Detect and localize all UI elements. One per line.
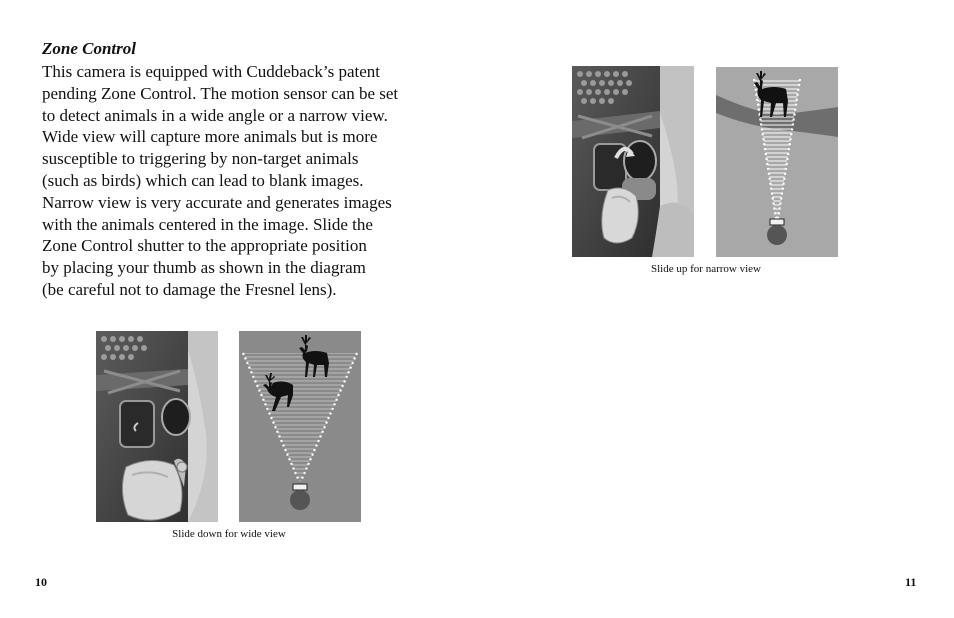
wide-view-diagram bbox=[239, 331, 361, 522]
body-line: pending Zone Control. The motion sensor can be set bbox=[42, 83, 399, 103]
body-line: (be careful not to damage the Fresnel lens). bbox=[42, 279, 337, 299]
body-line: (such as birds) which can lead to blank images. bbox=[42, 170, 364, 190]
body-line: susceptible to triggering by non-target animals bbox=[42, 149, 359, 169]
body-paragraph bbox=[42, 61, 462, 301]
body-line: to detect animals in a wide angle or a narrow view. bbox=[42, 105, 388, 125]
body-line: Narrow view is very accurate and generates images bbox=[42, 192, 392, 212]
narrow-view-caption: Slide up for narrow view bbox=[651, 263, 761, 275]
camera-shutter-down-photo bbox=[96, 331, 218, 522]
camera-shutter-up-photo bbox=[572, 66, 694, 257]
page-number-left: 10 bbox=[35, 575, 47, 589]
page-number-right: 11 bbox=[905, 575, 917, 589]
wide-view-caption: Slide down for wide view bbox=[172, 528, 286, 540]
body-line: by placing your thumb as shown in the diagram bbox=[42, 258, 366, 278]
body-line: Wide view will capture more animals but is more bbox=[42, 127, 378, 147]
body-line: with the animals centered in the image. Slide the bbox=[42, 214, 373, 234]
section-heading: Zone Control bbox=[42, 39, 136, 58]
body-line: Zone Control shutter to the appropriate position bbox=[42, 236, 367, 256]
narrow-view-diagram bbox=[716, 67, 838, 257]
body-line: This camera is equipped with Cuddeback’s patent bbox=[42, 62, 381, 81]
